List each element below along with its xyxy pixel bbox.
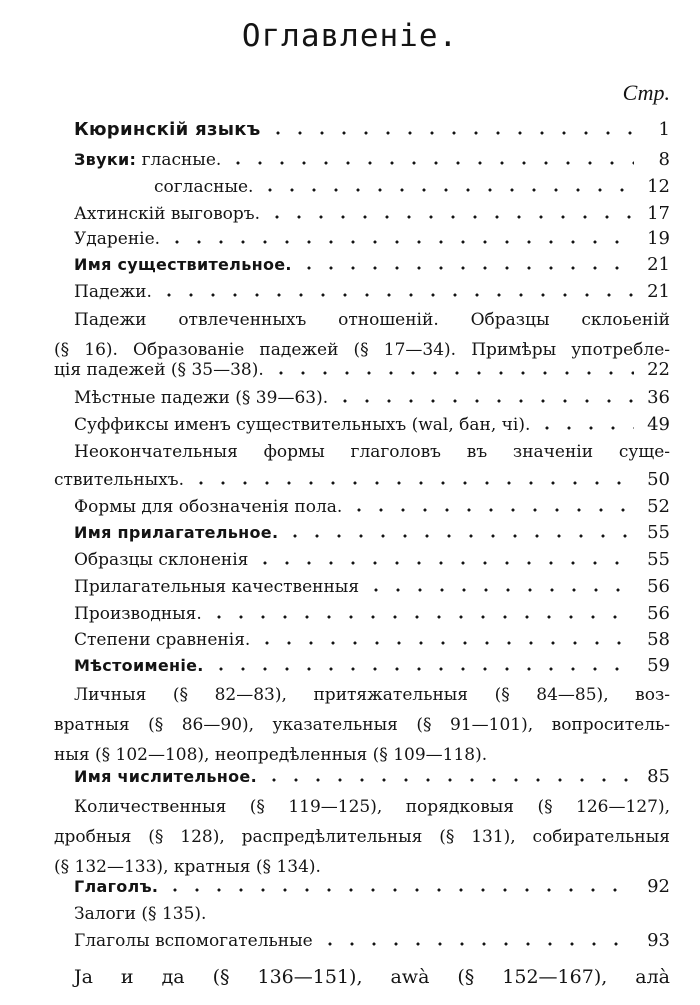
leader-dots [190,481,634,485]
toc-entry-label: Ахтинскій выговоръ. [74,204,260,224]
toc-entry-label: Глаголы вспомогательные [74,931,313,951]
toc-entry-page: 52 [647,496,670,517]
leader-dots [259,188,634,192]
toc-entry-label: Звуки: гласные. [74,150,222,170]
toc-entry [0,355,700,385]
toc-entry-label: Глаголъ. [74,877,159,896]
paragraph-line: вратныя (§ 86—90), указательныя (§ 91—101), вопроситель- [54,715,670,735]
toc-entry-page: 49 [647,414,670,435]
leader-dots [210,667,634,671]
leader-dots [254,561,634,565]
toc-entry-label: ствительныхъ. [54,470,185,490]
paragraph-line: Залоги (§ 135). [74,904,207,924]
leader-dots [267,131,634,135]
toc-entry [0,872,700,902]
paragraph-line: Ja и да (§ 136—151), awà (§ 152—167), алà [74,966,670,988]
toc-entry [0,545,700,575]
toc-entry-page: 19 [647,228,670,249]
leader-dots [348,508,634,512]
paragraph-line: (§ 132—133), кратныя (§ 134). [54,857,321,877]
page-column-header: Стр. [622,80,670,105]
toc-entry-label: согласные. [154,177,254,197]
toc-paragraph [54,899,670,929]
leader-dots [208,615,634,619]
toc-entry-page: 93 [647,930,670,951]
toc-entry-label: Суффиксы именъ существительныхъ (wal, бан, чi). [74,415,531,435]
toc-entry-page: 56 [647,576,670,597]
paragraph-line: дробныя (§ 128), распредѣлительныя (§ 131), собирательныя [54,827,670,847]
toc-entry-page: 92 [647,876,670,897]
toc-entry-label: Мѣстные падежи (§ 39—63). [74,388,329,408]
toc-entry-label: Удареніе. [74,229,161,249]
toc-entry-label: ція падежей (§ 35—38). [54,360,264,380]
toc-entry-label: Имя числительное. [74,767,257,786]
toc-entry-label: Падежи. [74,282,152,302]
toc-entry-label: Имя прилагательное. [74,523,279,542]
toc-entry [0,172,700,202]
toc-entry-page: 55 [647,522,670,543]
toc-entry-label: Производныя. [74,604,202,624]
toc-entry-page: 85 [647,766,670,787]
toc-entry [0,410,700,440]
toc-entry [0,926,700,956]
paragraph-line: Количественныя (§ 119—125), порядковыя (§ 126—127), [74,797,670,817]
leader-dots [266,215,634,219]
paragraph-line: Неокончательныя формы глаголовъ въ значеніи суще- [74,442,670,462]
toc-entry-page: 55 [647,549,670,570]
toc-entry-page: 21 [647,254,670,275]
toc-entry [0,250,700,280]
paragraph-line: Личныя (§ 82—83), притяжательныя (§ 84—85), воз- [74,685,670,705]
toc-entry-page: 58 [647,629,670,650]
toc-entry-label: Формы для обозначенія пола. [74,497,343,517]
leader-dots [164,888,634,892]
leader-dots [270,371,634,375]
toc-entry [0,572,700,602]
toc-entry-page: 50 [647,469,670,490]
toc-entry [0,518,700,548]
toc-entry [0,383,700,413]
leader-dots [536,426,634,430]
toc-entry [0,145,700,175]
toc-entry-page: 12 [647,176,670,197]
toc-entry-page: 56 [647,603,670,624]
toc-entry-page: 36 [647,387,670,408]
toc-entry-label: Степени сравненія. [74,630,251,650]
toc-entry-page: 21 [647,281,670,302]
leader-dots [319,942,634,946]
page-title: Оглавленіе. [241,18,459,54]
paragraph-line: (§ 16). Образованіе падежей (§ 17—34). Примѣры употребле- [54,340,670,360]
paragraph-line: Падежи отвлеченныхъ отношеній. Образцы склоьеній [74,310,670,330]
leader-dots [263,778,634,782]
leader-dots [334,399,634,403]
toc-entry-label: Имя существительное. [74,255,292,274]
leader-dots [365,588,634,592]
toc-entry [0,762,700,792]
toc-entry-label: Мѣстоименіе. [74,656,204,675]
toc-entry-label: Прилагательныя качественныя [74,577,360,597]
leader-dots [166,240,634,244]
toc-entry-label: Образцы склоненія [74,550,249,570]
toc-paragraph [54,680,670,770]
toc-entry-page: 8 [658,149,670,170]
leader-dots [284,534,634,538]
paragraph-line: ныя (§ 102—108), неопредѣленныя (§ 109—118). [54,745,488,765]
toc-entry-label: Кюринскій языкъ [74,119,261,140]
leader-dots [227,161,634,165]
toc-entry-page: 22 [647,359,670,380]
toc-paragraph [54,792,670,882]
toc-entry [0,651,700,681]
toc-entry-page: 17 [647,203,670,224]
toc-entry-page: 59 [647,655,670,676]
toc-paragraph [54,437,670,467]
leader-dots [256,641,634,645]
leader-dots [298,266,634,270]
toc-entry [0,465,700,495]
toc-entry-page: 1 [658,119,670,140]
toc-entry [0,115,700,145]
toc-entry [0,277,700,307]
leader-dots [158,293,634,297]
